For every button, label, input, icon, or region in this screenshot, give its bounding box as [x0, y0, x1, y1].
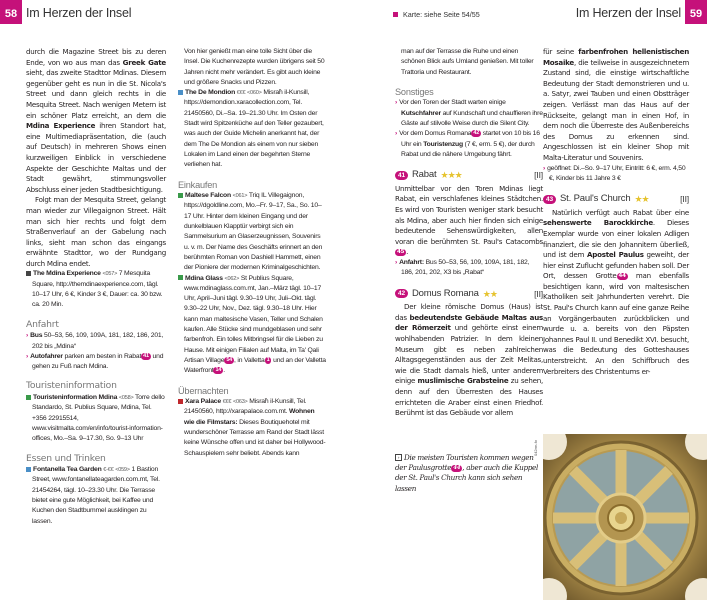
map-reference[interactable]: Karte: siehe Seite 54/55 [393, 10, 480, 19]
column-1 [26, 47, 166, 527]
category-square-icon [178, 275, 183, 280]
dome-photo [543, 434, 707, 600]
paragraph: für seine farbenfrohen hellenistischen Mosaike, die teilweise in ausgezeichnetem Zustand sind, die einstige wirtschaftliche Bedeutung der Stadt demonstrieren und u. a. Satyr, zwei Tauben und einen Obstträger zeigen. Verlässt man das Haus auf der Rückseite, gelangt man in einen Hof, in dem noch die Überreste des Außenbereichs des Domus zu erkennen sind. Angeschlossen ist ein kleiner Shop mit Malta-Literatur und Souvenirs. [543, 47, 689, 162]
poi-entry-fontanella: Fontanella Tea Garden €-€€ <059> 1 Bastion Street, www.fontanellateagarden.com.mt, Tel. 21454264, tägl. 10–23.30 Uhr. Die Terrasse bietet eine gute Möglichkeit, bei Kaffee und Kuchen den Stadtbummel ausklingen zu lassen. [26, 465, 166, 527]
map-number-badge: 44 [453, 464, 461, 471]
section-heading-sonstiges: Sonstiges [395, 86, 434, 97]
arrow-icon: › [543, 164, 546, 172]
star-rating-icon: ★★★ [440, 170, 462, 181]
dome-illustration [543, 434, 707, 600]
paragraph: Unmittelbar vor den Toren Mdinas liegt Rabat, ein verschlafenes kleines Städtchen. Es wird von Touristen weniger stark besucht als Mdina, aber auch hier finden sich einige bedeutende Sehenswürdigkeiten, allen voran die berühmten St. Paul's Catacombs45 . [395, 183, 543, 257]
list-item: › Vor den Toren der Stadt warten einige Kutschfahrer auf Kundschaft und chauffieren ihre Gäste auf stilvolle Weise durch die Silent City. [395, 99, 543, 128]
page-number: 59 [685, 0, 707, 24]
category-square-icon [26, 271, 31, 276]
section-heading-touristeninformation: Touristeninformation [26, 380, 117, 392]
list-item: › Autofahrer parken am besten in Rabat 41 und gehen zu Fuß nach Mdina. [26, 352, 164, 371]
poi-entry-maltese-falcon: Maltese Falcon <061> Triq IL Villegaignon, https://dgoldline.com, Mo.–Fr. 9–17, Sa., So. 10–17 Uhr. Hinter dem kleinen Eingang und der dunkelblauen Klapptür verbirgt sich ein Sammelsurium an Glaserzeugnissen, Souvenirs u. v. m. Der Name des Geschäfts erinnert an den berühmten Roman von Dashiell Hammett, einen der Pioniere der modernen Kriminalgeschichten. [178, 191, 326, 273]
star-rating-icon: ★★ [482, 288, 497, 299]
arrow-icon: › [395, 130, 398, 138]
poi-entry-xara-palace: Xara Palace €€€ <063> Misraħ il-Kunsill, Tel. 21450560, http://xarapalace.com.mt. Wohnen wie die Filmstars: Dieses Boutiquehotel mit wunderschöner Terrasse am Rand der Stadt lässt keine Wünsche offen und ist daher bei Hollywood-Schauspielern sehr beliebt. Abends kann [178, 397, 326, 459]
section-heading-einkaufen: Einkaufen [178, 179, 218, 190]
map-number-badge: 54 [226, 356, 233, 363]
opening-hours: › geöffnet: Di.–So. 9–17 Uhr, Eintritt: 6 €, erm. 4,50 €, Kinder bis 11 Jahre 3 € [543, 164, 686, 182]
map-number-badge: 1 [266, 356, 270, 363]
map-number-badge: 42 [473, 130, 480, 137]
page-number: 58 [0, 0, 22, 24]
right-page [353, 0, 707, 600]
column-2 [178, 47, 326, 459]
list-item: › Anfahrt: Bus 50–53, 56, 109, 109A, 181, 182, 186, 201, 202, X3 bis „Rabat“ [395, 259, 530, 277]
category-square-icon [178, 90, 183, 95]
map-number-badge: 44 [618, 272, 626, 279]
paragraph: man auf der Terrasse die Ruhe und einen schönen Blick aufs Umland genießen. Mit toller Trattoria und Restaurant. [401, 48, 534, 76]
poi-entry-de-mondion: The De Mondion €€€ <060> Misraħ il-Kunsill, https://demondion.xaracollection.com, Tel. 21450560, Di.–Sa. 19–21.30 Uhr. Im Osten der Stadt wird Spitzenküche auf den Teller gezaubert, was auch der Guide Michelin anerkannt hat, der dem The De Mondion als einem von nur sieben Lokalen im Land einen der begehrten Sterne verliehen hat. [178, 88, 326, 170]
paragraph: durch die Magazine Street bis zu deren Ende, von wo aus man das Greek Gate sieht, das zweite Stadttor Mdinas. Diesem gegenüber geht es nun in die St. Nicola's Street und dann gleich rechts in die Mesquita Street. Nach wenigen Metern ist ein schöner Platz erreicht, an dem die Mdina Experience ihren Standort hat, eine Multimediapräsentation, die (auch auf Deutsch) in mehreren Shows einen kurzweiligen Einblick in verschiedene Aspekte der Geschichte Maltas und der Stadt gewährt, stimmungsvoller Abschluss einer jeden Stadtbesichtigung. [26, 47, 167, 194]
sight-number-badge: 42 [395, 289, 408, 298]
grid-reference: [II] [534, 170, 543, 181]
list-item: › Vor dem Domus Romana 42 startet von 10 bis 16 Uhr ein Touristenzug (7 €, erm. 5 €), der durch Rabat und die nähere Umgebung fährt. [395, 130, 540, 158]
column-4 [543, 47, 689, 377]
section-heading-anfahrt: Anfahrt [26, 318, 59, 330]
poi-entry-mdina-glass: Mdina Glass <062> St Publius Square, www.mdinaglass.com.mt, Jan.–März tägl. 10–17 Uhr, April–Juni tägl. 9.30–19 Uhr, Juli–Okt. tägl. 9.30–22 Uhr, Nov., Dez. tägl. 9.30–18 Uhr. Hier kann man maltesische Vasen, Teller und Schalen kaufen. Alle Stücke sind mundgeblasen und sehr farbenfroh. Ein tolles Mitbringsel für die Lieben zu Hause. Mit einigen Filialen auf Malta, im Ta' Qali Artisan Village 54 , in Valletta 1 und an der Valletta Waterfront 14 . [178, 274, 326, 377]
sight-number-badge: 43 [543, 195, 556, 204]
caption-arrow-icon: › [395, 454, 402, 461]
paragraph: Von hier genießt man eine tolle Sicht über die Insel. Die Kuchenrezepte wurden übrigens seit 50 Jahren nicht mehr verändert. Es gibt auch kleine und größere Snacks und Pizzen. [184, 48, 325, 86]
paragraph: Der kleine römische Domus (Haus) ist das bedeutendste Gebäude Maltas aus der Römerzeit und gehörte einst einem wohlhabenden Patrizier. In dem kleinen Museum gibt es neben zahlreichen Alltagsgegenständen aus der Zeit Melitas, wie die Stadt damals hieß, unter anderem einige muslimische Grabsteine zu sehen, denn auf den Überresten des Hauses errichteten die Araber einst einen Friedhof. Berühmt ist das Gebäude vor allem [395, 302, 543, 418]
left-page [0, 0, 353, 600]
grid-reference: [II] [680, 194, 689, 205]
map-number-badge: 14 [215, 366, 222, 373]
star-rating-icon: ★★ [634, 194, 649, 205]
sight-heading-st-pauls-church: 43 St. Paul's Church ★★ [II] [543, 194, 689, 205]
photo-credit: 042rm-fo [533, 440, 538, 457]
sight-number-badge: 41 [395, 171, 408, 180]
photo-caption: › Die meisten Touristen kommen wegen der Paulusgrotte 44 , aber auch die Kuppel der St. Paul's Church kann sich sehen lassen [395, 452, 538, 493]
map-number-badge: 41 [143, 352, 149, 359]
column-3 [395, 47, 546, 494]
category-square-icon [178, 193, 183, 198]
sight-heading-domus-romana: 42 Domus Romana ★★ [II] [395, 289, 543, 300]
arrow-icon: › [26, 332, 29, 340]
running-head: Im Herzen der Insel [26, 6, 132, 20]
arrow-icon: › [26, 352, 29, 360]
poi-entry-mdina-experience: The Mdina Experience <057> 7 Mesquita Square, http://themdinaexperience.com, tägl. 10–17 Uhr, 6 €, Kinder 3 €, Dauer: ca. 30 bzw. ca. 20 Min. [26, 269, 166, 310]
category-square-icon [26, 467, 31, 472]
running-head: Im Herzen der Insel [575, 6, 681, 20]
map-number-badge: 45 [397, 248, 405, 255]
poi-entry-touristeninformation: Touristeninformation Mdina <058> Torre dello Standardo, St. Publius Square, Mdina, Tel. +356 22915514, www.visitmalta.com/en/info/tourist-information-offices, Mo.–Sa. 9–17.30, So. 9–13 Uhr [26, 393, 166, 444]
arrow-icon: › [395, 99, 398, 107]
section-heading-uebernachten: Übernachten [178, 385, 229, 396]
map-square-icon [393, 12, 398, 17]
paragraph: Natürlich verfügt auch Rabat über eine sehenswerte Barockkirche. Dieses Exemplar wurde von einer lokalen Adligen finanziert, die sie den Johannitern überließ, und ist dem Apostel Paulus geweiht, der hier einst Zuflucht gefunden haben soll. Der Ort, dessen Grotte 44 man ebenfalls besichtigen kann, wird von maltesischen Katholiken seit Jahrhunderten verehrt. Die St. Paul's Church kann auf eine ganze Reihe an Vorgängerbauten zurückblicken und wurde u. a. bereits von den Päpsten Johannes Paul II. und Benedikt XVI. besucht, was die Bedeutung des Gotteshauses unterstreicht. An den Schiffbruch des Verbreiters des Christentums er- [543, 207, 689, 376]
category-square-icon [26, 395, 31, 400]
arrow-icon: › [395, 259, 398, 267]
list-item: › Bus 50–53, 56, 109, 109A, 181, 182, 186, 201, 202 bis „Mdina“ [26, 332, 164, 350]
sight-heading-rabat: 41 Rabat ★★★ [II] [395, 170, 543, 181]
paragraph: Folgt man der Mesquita Street, gelangt man wieder zur Villegaignon Street. Hält man sich hier rechts und folgt dem Straßenverlauf an der Gabelung nach links, sieht man schon das eingangs erwähnte Stadttor, wo der Rundgang durch Mdina endet. [26, 195, 166, 268]
section-heading-essen: Essen und Trinken [26, 452, 106, 464]
category-square-icon [178, 399, 183, 404]
grid-reference: [II] [534, 288, 543, 299]
